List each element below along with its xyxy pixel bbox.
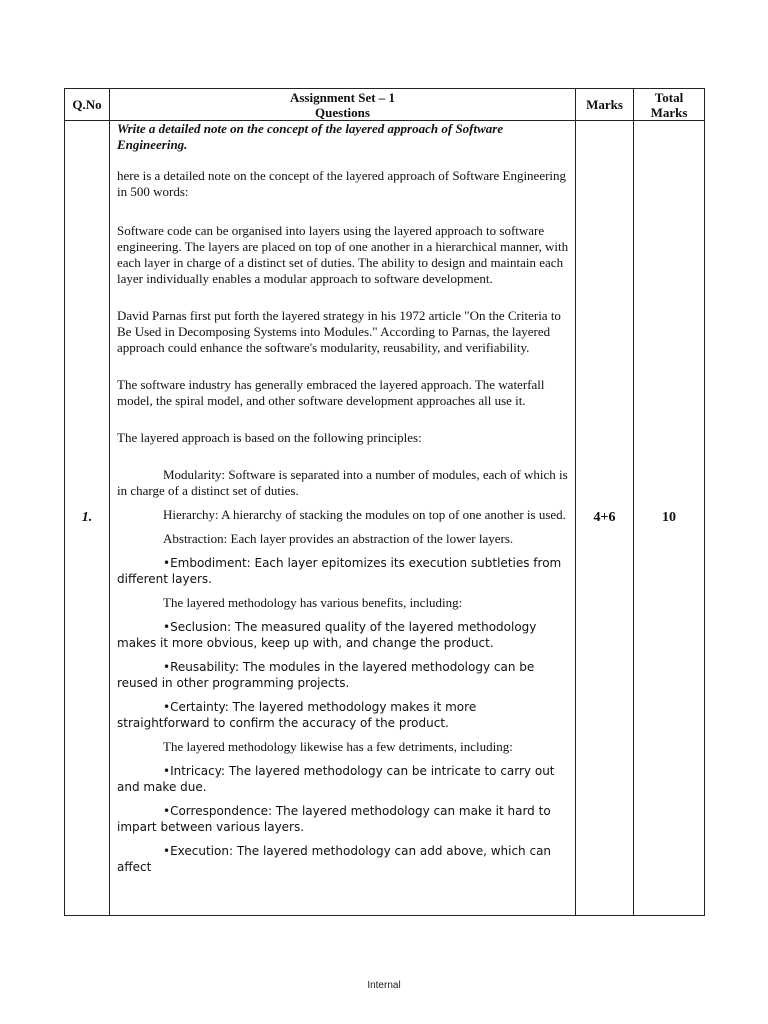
answer-paragraph: The software industry has generally embraced the layered approach. The waterfall model, the spiral model, and other software development approaches all use it. [117, 377, 545, 408]
qno-header: Q.No [65, 89, 110, 121]
benefit-item: •Seclusion: The measured quality of the layered methodology makes it more obvious, keep up with, and change the product. [117, 620, 537, 650]
questions-label: Questions [315, 104, 370, 120]
answer-paragraph: Software code can be organised into layers using the layered approach to software engineering. The layers are placed on top of one another in a hierarchical manner, with each layer in charge of a distinct set of duties. The ability to design and maintain each layer individually enables a modular approach to software development. [117, 223, 569, 286]
marks-value: 4+6 [576, 121, 634, 916]
table-row [65, 121, 705, 916]
question-title: Write a detailed note on the concept of the layered approach of Software Engineering. [117, 121, 504, 152]
assignment-table [64, 88, 705, 916]
principle-item: Abstraction: Each layer provides an abstraction of the lower layers. [163, 531, 514, 546]
question-number: 1. [65, 121, 110, 916]
total-marks-header [634, 89, 705, 121]
assignment-sheet [64, 88, 704, 914]
answer-intro: here is a detailed note on the concept of the layered approach of Software Engineering in 500 words: [117, 168, 567, 199]
table-header-row [65, 89, 705, 121]
question-cell [110, 121, 576, 916]
principle-item: Modularity: Software is separated into a number of modules, each of which is in charge of a distinct set of duties. [117, 467, 568, 498]
questions-header [110, 89, 576, 121]
marks-label: Marks [650, 104, 688, 120]
marks-header: Marks [576, 89, 634, 121]
assignment-set-title: Assignment Set – 1 [289, 89, 396, 105]
footer-classification: Internal [367, 980, 401, 991]
principle-item: •Embodiment: Each layer epitomizes its execution subtleties from different layers. [117, 556, 562, 586]
total-label: Total [654, 89, 684, 105]
principles-intro: The layered approach is based on the following principles: [117, 430, 422, 445]
detriment-item: •Execution: The layered methodology can add above, which can affect [117, 844, 552, 874]
detriments-intro: The layered methodology likewise has a few detriments, including: [163, 739, 513, 754]
principle-item: Hierarchy: A hierarchy of stacking the modules on top of one another is used. [163, 507, 566, 522]
detriment-item: •Intricacy: The layered methodology can be intricate to carry out and make due. [117, 764, 555, 794]
answer-paragraph: David Parnas first put forth the layered strategy in his 1972 article "On the Criteria to Be Used in Decomposing Systems into Modules." According to Parnas, the layered approach could enhance the software's modularity, reusability, and verifiability. [117, 308, 561, 355]
benefit-item: •Reusability: The modules in the layered methodology can be reused in other programming projects. [117, 660, 535, 690]
total-marks-value: 10 [634, 121, 705, 916]
benefits-intro: The layered methodology has various benefits, including: [163, 595, 463, 610]
detriment-item: •Correspondence: The layered methodology can make it hard to impart between various layers. [117, 804, 551, 834]
benefit-item: •Certainty: The layered methodology makes it more straightforward to confirm the accuracy of the product. [117, 700, 477, 730]
